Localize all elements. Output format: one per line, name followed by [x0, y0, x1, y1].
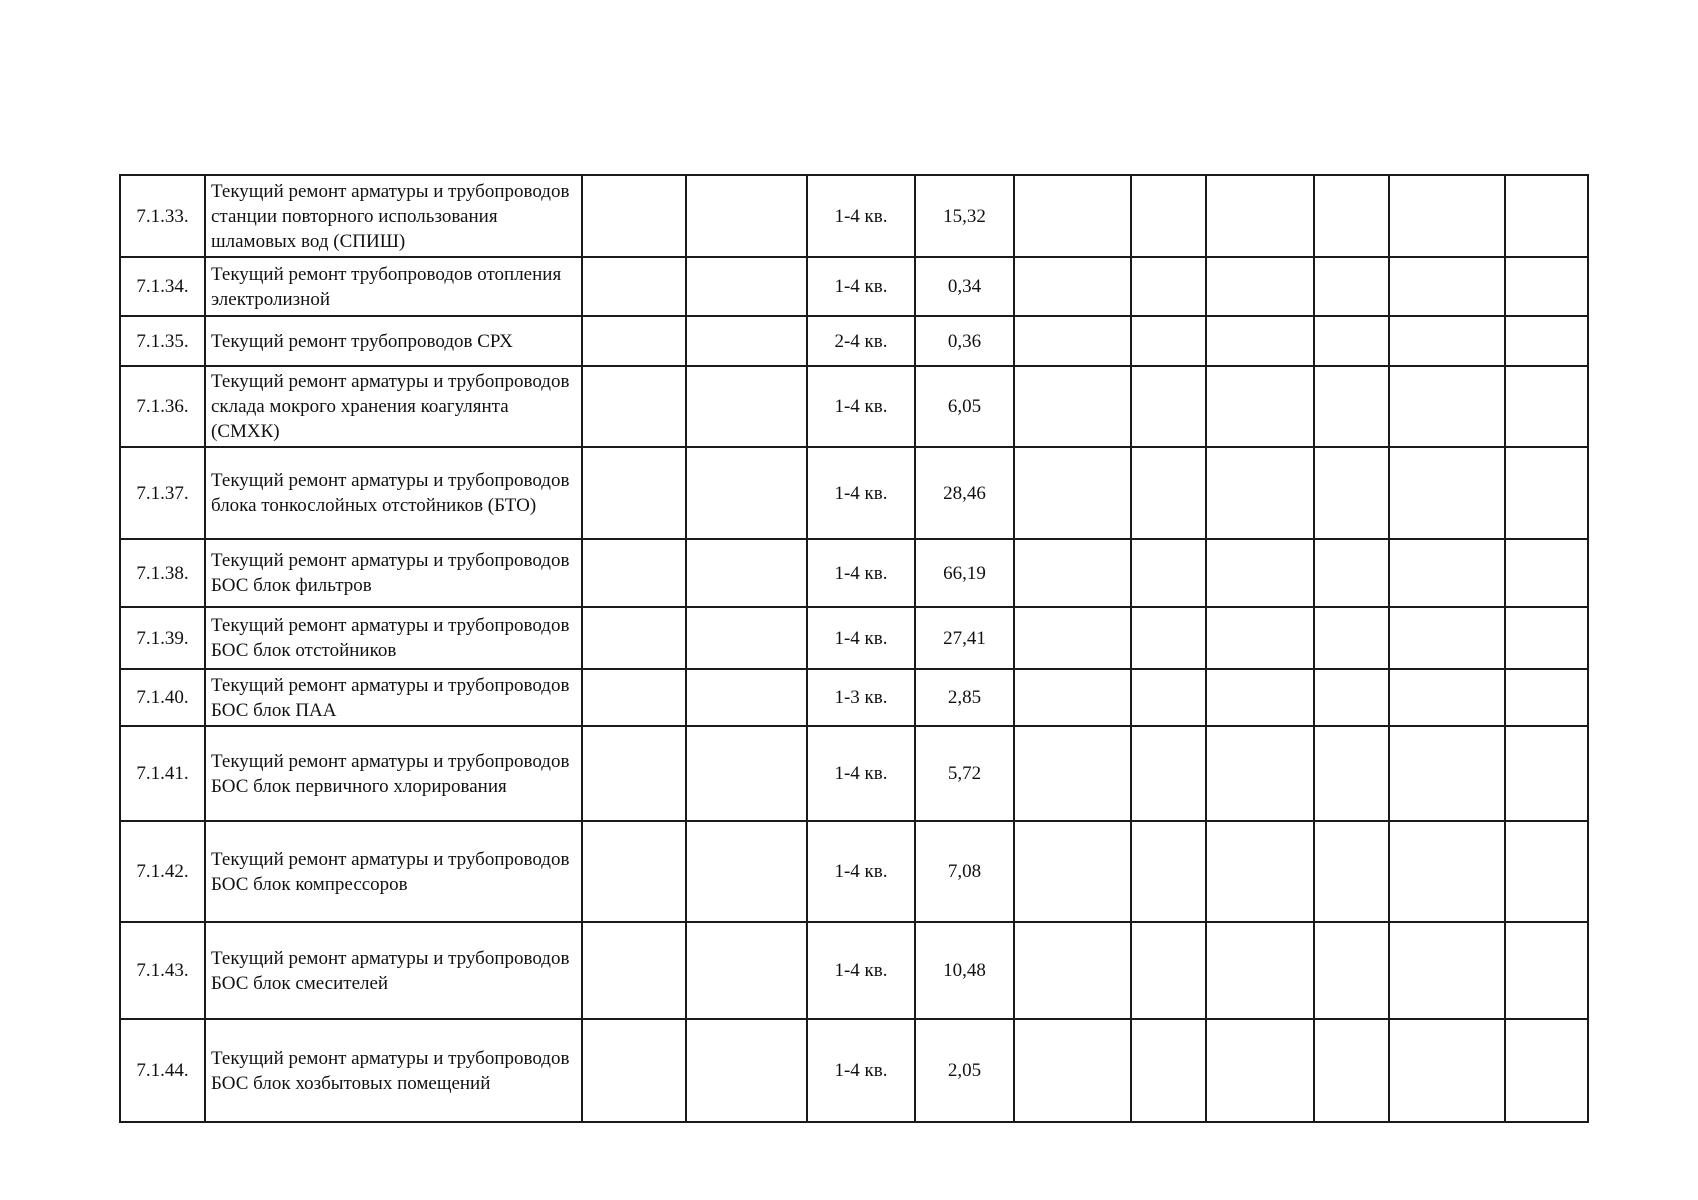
row-number: 7.1.37. — [120, 447, 205, 539]
empty-cell — [1314, 821, 1389, 922]
table-row — [120, 539, 1588, 607]
work-description: Текущий ремонт арматуры и трубопроводов БОС блок фильтров — [205, 539, 582, 607]
empty-cell — [582, 257, 686, 316]
empty-cell — [1206, 726, 1314, 821]
empty-cell — [1131, 539, 1206, 607]
work-description: Текущий ремонт арматуры и трубопроводов БОС блок компрессоров — [205, 821, 582, 922]
table-row — [120, 607, 1588, 669]
empty-cell — [1206, 922, 1314, 1019]
empty-cell — [1206, 316, 1314, 366]
empty-cell — [1014, 669, 1131, 726]
empty-cell — [1131, 607, 1206, 669]
period-cell: 1-4 кв. — [807, 366, 915, 447]
period-cell: 1-4 кв. — [807, 726, 915, 821]
empty-cell — [1389, 821, 1505, 922]
empty-cell — [1131, 175, 1206, 257]
empty-cell — [582, 1019, 686, 1122]
empty-cell — [1389, 366, 1505, 447]
empty-cell — [1131, 726, 1206, 821]
empty-cell — [1131, 257, 1206, 316]
empty-cell — [1131, 821, 1206, 922]
row-number: 7.1.34. — [120, 257, 205, 316]
empty-cell — [1505, 821, 1588, 922]
empty-cell — [1505, 1019, 1588, 1122]
empty-cell — [1014, 257, 1131, 316]
row-number: 7.1.42. — [120, 821, 205, 922]
empty-cell — [582, 669, 686, 726]
empty-cell — [1389, 1019, 1505, 1122]
empty-cell — [1314, 316, 1389, 366]
work-description: Текущий ремонт арматуры и трубопроводов блока тонкослойных отстойников (БТО) — [205, 447, 582, 539]
value-cell: 6,05 — [915, 366, 1014, 447]
value-cell: 66,19 — [915, 539, 1014, 607]
table-row — [120, 922, 1588, 1019]
empty-cell — [686, 922, 807, 1019]
table-row — [120, 726, 1588, 821]
empty-cell — [686, 726, 807, 821]
empty-cell — [1314, 1019, 1389, 1122]
empty-cell — [1389, 175, 1505, 257]
empty-cell — [582, 821, 686, 922]
empty-cell — [1314, 539, 1389, 607]
empty-cell — [1206, 366, 1314, 447]
empty-cell — [1014, 821, 1131, 922]
works-table — [119, 174, 1589, 1123]
work-description: Текущий ремонт арматуры и трубопроводов БОС блок смесителей — [205, 922, 582, 1019]
value-cell: 7,08 — [915, 821, 1014, 922]
empty-cell — [1314, 922, 1389, 1019]
empty-cell — [1505, 669, 1588, 726]
value-cell: 10,48 — [915, 922, 1014, 1019]
period-cell: 1-4 кв. — [807, 175, 915, 257]
empty-cell — [1131, 669, 1206, 726]
empty-cell — [582, 316, 686, 366]
row-number: 7.1.43. — [120, 922, 205, 1019]
empty-cell — [1131, 1019, 1206, 1122]
period-cell: 1-4 кв. — [807, 539, 915, 607]
value-cell: 2,05 — [915, 1019, 1014, 1122]
empty-cell — [1505, 316, 1588, 366]
work-description: Текущий ремонт арматуры и трубопроводов БОС блок первичного хлорирования — [205, 726, 582, 821]
empty-cell — [686, 257, 807, 316]
empty-cell — [1505, 175, 1588, 257]
empty-cell — [582, 175, 686, 257]
row-number: 7.1.33. — [120, 175, 205, 257]
empty-cell — [686, 366, 807, 447]
empty-cell — [1505, 726, 1588, 821]
value-cell: 0,36 — [915, 316, 1014, 366]
empty-cell — [1014, 607, 1131, 669]
work-description: Текущий ремонт арматуры и трубопроводов БОС блок хозбытовых помещений — [205, 1019, 582, 1122]
empty-cell — [1206, 257, 1314, 316]
period-cell: 2-4 кв. — [807, 316, 915, 366]
empty-cell — [1314, 607, 1389, 669]
empty-cell — [582, 366, 686, 447]
period-cell: 1-4 кв. — [807, 257, 915, 316]
value-cell: 27,41 — [915, 607, 1014, 669]
empty-cell — [1014, 316, 1131, 366]
row-number: 7.1.36. — [120, 366, 205, 447]
empty-cell — [1389, 316, 1505, 366]
table-row — [120, 447, 1588, 539]
empty-cell — [1389, 922, 1505, 1019]
period-cell: 1-4 кв. — [807, 607, 915, 669]
table-row — [120, 316, 1588, 366]
row-number: 7.1.39. — [120, 607, 205, 669]
empty-cell — [1389, 257, 1505, 316]
row-number: 7.1.41. — [120, 726, 205, 821]
table-row — [120, 821, 1588, 922]
empty-cell — [1131, 366, 1206, 447]
work-description: Текущий ремонт арматуры и трубопроводов склада мокрого хранения коагулянта (СМХК) — [205, 366, 582, 447]
empty-cell — [1131, 447, 1206, 539]
empty-cell — [1505, 922, 1588, 1019]
empty-cell — [582, 607, 686, 669]
empty-cell — [1505, 257, 1588, 316]
empty-cell — [1206, 447, 1314, 539]
period-cell: 1-4 кв. — [807, 1019, 915, 1122]
empty-cell — [1314, 447, 1389, 539]
empty-cell — [1131, 316, 1206, 366]
empty-cell — [1314, 366, 1389, 447]
empty-cell — [1014, 447, 1131, 539]
empty-cell — [686, 447, 807, 539]
empty-cell — [1014, 539, 1131, 607]
period-cell: 1-4 кв. — [807, 922, 915, 1019]
empty-cell — [686, 669, 807, 726]
work-description: Текущий ремонт арматуры и трубопроводов БОС блок ПАА — [205, 669, 582, 726]
empty-cell — [1505, 447, 1588, 539]
work-description: Текущий ремонт арматуры и трубопроводов БОС блок отстойников — [205, 607, 582, 669]
empty-cell — [1014, 726, 1131, 821]
empty-cell — [686, 821, 807, 922]
table-row — [120, 366, 1588, 447]
table-row — [120, 257, 1588, 316]
row-number: 7.1.40. — [120, 669, 205, 726]
empty-cell — [1505, 366, 1588, 447]
empty-cell — [582, 922, 686, 1019]
empty-cell — [1314, 726, 1389, 821]
period-cell: 1-4 кв. — [807, 447, 915, 539]
empty-cell — [1389, 669, 1505, 726]
table-row — [120, 1019, 1588, 1122]
empty-cell — [1206, 821, 1314, 922]
period-cell: 1-3 кв. — [807, 669, 915, 726]
empty-cell — [1505, 539, 1588, 607]
empty-cell — [686, 539, 807, 607]
empty-cell — [1014, 175, 1131, 257]
empty-cell — [1389, 539, 1505, 607]
empty-cell — [582, 447, 686, 539]
value-cell: 5,72 — [915, 726, 1014, 821]
empty-cell — [1389, 726, 1505, 821]
empty-cell — [582, 726, 686, 821]
empty-cell — [1314, 257, 1389, 316]
empty-cell — [1131, 922, 1206, 1019]
row-number: 7.1.38. — [120, 539, 205, 607]
empty-cell — [686, 316, 807, 366]
row-number: 7.1.44. — [120, 1019, 205, 1122]
period-cell: 1-4 кв. — [807, 821, 915, 922]
empty-cell — [1206, 175, 1314, 257]
empty-cell — [1014, 922, 1131, 1019]
empty-cell — [686, 607, 807, 669]
empty-cell — [1206, 669, 1314, 726]
empty-cell — [1505, 607, 1588, 669]
empty-cell — [1389, 607, 1505, 669]
work-description: Текущий ремонт трубопроводов отопления электролизной — [205, 257, 582, 316]
empty-cell — [582, 539, 686, 607]
empty-cell — [1206, 1019, 1314, 1122]
empty-cell — [686, 1019, 807, 1122]
table-row — [120, 175, 1588, 257]
empty-cell — [686, 175, 807, 257]
work-description: Текущий ремонт трубопроводов СРХ — [205, 316, 582, 366]
work-description: Текущий ремонт арматуры и трубопроводов станции повторного использования шламовых вод (СПИШ) — [205, 175, 582, 257]
empty-cell — [1206, 607, 1314, 669]
value-cell: 0,34 — [915, 257, 1014, 316]
empty-cell — [1014, 1019, 1131, 1122]
empty-cell — [1014, 366, 1131, 447]
value-cell: 2,85 — [915, 669, 1014, 726]
empty-cell — [1206, 539, 1314, 607]
empty-cell — [1389, 447, 1505, 539]
empty-cell — [1314, 175, 1389, 257]
empty-cell — [1314, 669, 1389, 726]
value-cell: 15,32 — [915, 175, 1014, 257]
table-row — [120, 669, 1588, 726]
row-number: 7.1.35. — [120, 316, 205, 366]
value-cell: 28,46 — [915, 447, 1014, 539]
